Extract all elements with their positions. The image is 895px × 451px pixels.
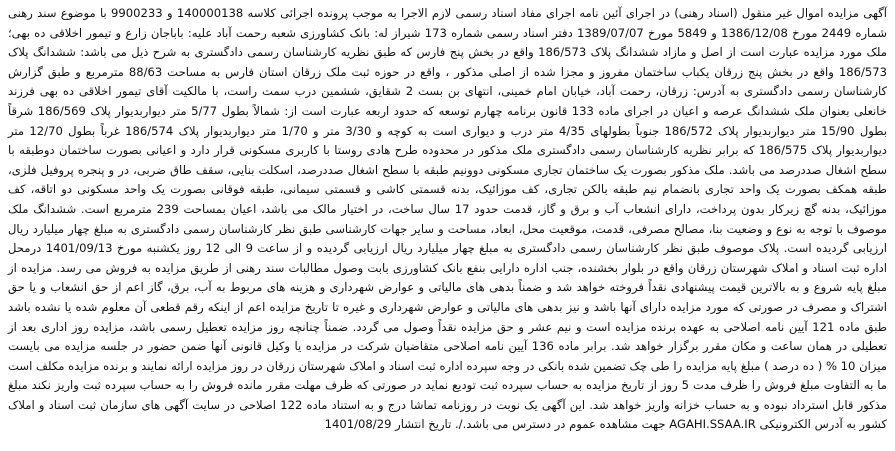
auction-notice-text: آگهی مزایده اموال غیر منقول (اسناد رهنی) در اجرای آئین نامه اجرای مفاد اسناد رسمی لازم الاجرا به موجب پرونده اجرائی کلاسه 140000138 و 9900233 با موضوع سند رهنی شماره 2449 مورخ 1386/12/08 و 5849 مورخ 1389/07/07 دفتر اسناد رسمی شماره 173 شیراز له: بانک کشاورزی شعبه رحمت آباد علیه: باباجان زارع و تیمور اخلاقی ده بهی؛ ملک مورد مزایده عبارت است از اصل و مازاد ششدانگ پلاک 186/573 واقع در بخش پنج فارس که طبق نظریه کارشناسان رسمی دادگستری به شرح ذیل می باشد: ششدانگ پلاک 186/573 واقع در بخش پنج زرقان یکباب ساختمان مفروز و مجزا شده از اصلی مذکور ، واقع در حوزه ثبت ملک زرقان استان فارس به مساحت 88/63 مترمربع و طبق گزارش کارشناسان رسمی دادگستری به آدرس: زرقان، رحمت آباد، خیابان امام خمینی، انتهای بن بست 2 شقایق، ششمین درب سمت راست، با مالکیت آقای تیمور اخلاقی ده بهی فرزند خانعلی بعنوان ملک ششدانگ عرصه و اعیان در اجرای ماده 133 قانون برنامه چهارم توسعه که حدود اربعه عبارت است از: شمالاً بطول 5/77 متر دیواربدیوار پلاک 186/569 شرقاً بطول 15/90 متر دیواربدیوار پلاک 186/572 جنوباً بطولهای 4/35 متر درب و دیواری است به کوچه و 3/30 متر و 1/70 متر دیواربدیوار پلاک 186/574 غرباً بطول 12/70 متر دیواربدیوار پلاک 186/575 که برابر نظریه کارشناسان رسمی دادگستری ملک مذکور در محدوده طرح هادی روستا با کاربری مسکونی قرار دارد و اعیانی بصورت ساختمان دوطبقه با سطح اشغال صددرصد می باشد. ملک مذکور بصورت یک ساختمان تجاری مسکونی دوونیم طبقه با سطح اشغال صددرصد، اسکلت بنایی، سقف طاق ضربی، در و پنجره پروفیل فلزی، طبقه همکف بصورت یک واحد تجاری بانضمام نیم طبقه بالکن تجاری، کف موزائیک، بدنه قسمتی کاشی و قسمتی سیمانی، طبقه فوقانی بصورت یک واحد مسکونی دو اتاقه، کف موزائیک، بدنه گچ زیرکار بدون پرداخت، دارای انشعاب آب و برق و گاز، قدمت حدود 17 سال ساخت، در اختیار مالک می باشد، اعیان بمساحت 239 مترمربع است. ششدانگ ملک موصوف با توجه به نوع و وضعیت بنا، مصالح مصرفی، قدمت، موقعیت محل، ابعاد، مساحت و سایر جهات کارشناسی طبق نظر کارشناسان رسمی دادگستری به مبلغ چهار میلیارد ریال ارزیابی گردیده است. پلاک موصوف طبق نظر کارشناسان رسمی دادگستری به مبلغ چهار میلیارد ریال ارزیابی گردیده و از ساعت 9 الی 12 روز یکشنبه مورخ 1401/09/13 درمحل اداره ثبت اسناد و املاک شهرستان زرقان واقع در بلوار بخشنده، جنب اداره دارایی بنفع بانک کشاورزی بابت وصول مطالبات سند رهنی از طریق مزایده به فروش می رسد. مزایده از مبلغ پایه شروع و به بالاترین قیمت پیشنهادی نقداً فروخته خواهد شد و ضمناً بدهی های مالیاتی و عوارض شهرداری و هزینه های مربوط به آب، برق، گاز اعم از حق انشعاب و یا حق اشتراک و مصرف در صورتی که مورد مزایده دارای آنها باشد و نیز بدهی های مالیاتی و عوارض شهرداری و غیره تا تاریخ مزایده اعم از اینکه رقم قطعی آن معلوم شده یا نشده باشد طبق ماده 121 آیین نامه اصلاحی به عهده برنده مزایده است و نیم عشر و حق مزایده نقداً وصول می گردد. ضمناً چنانچه روز مزایده تعطیل رسمی باشد، مزایده روز اداری بعد از تعطیلی در همان ساعت و مکان مقرر برگزار خواهد شد. برابر ماده 136 آیین نامه اصلاحی متقاضیان شرکت در مزایده یا وکیل قانونی آنها ضمن حضور در جلسه مزایده می بایست میزان 10 % ( ده درصد ) مبلغ پایه مزایده را طی چک تضمین شده بانکی در وجه سپرده اداره ثبت اسناد و املاک شهرستان زرقان در روز مزایده ارائه نمایند و برنده مزایده مکلف است ما به التفاوت مبلغ فروش را ظرف مدت 5 روز از تاریخ مزایده به حساب سپرده ثبت تودیع نماید در صورتی که ظرف مهلت مقرر مانده فروش را به حساب سپرده ثبت واریز نکند مبلغ مذکور قابل استرداد نبوده و به حساب خزانه واریز خواهد شد. این آگهی یک نوبت در روزنامه تماشا درج و به استناد ماده 122 اصلاحی در سایت آگهی های سازمان ثبت اسناد و املاک کشور به آدرس الکترونیکی AGAHI.SSAA.IR جهت مشاهده عموم در دسترس می باشد./. تاریخ انتشار 1401/08/29 [8,6,888,432]
